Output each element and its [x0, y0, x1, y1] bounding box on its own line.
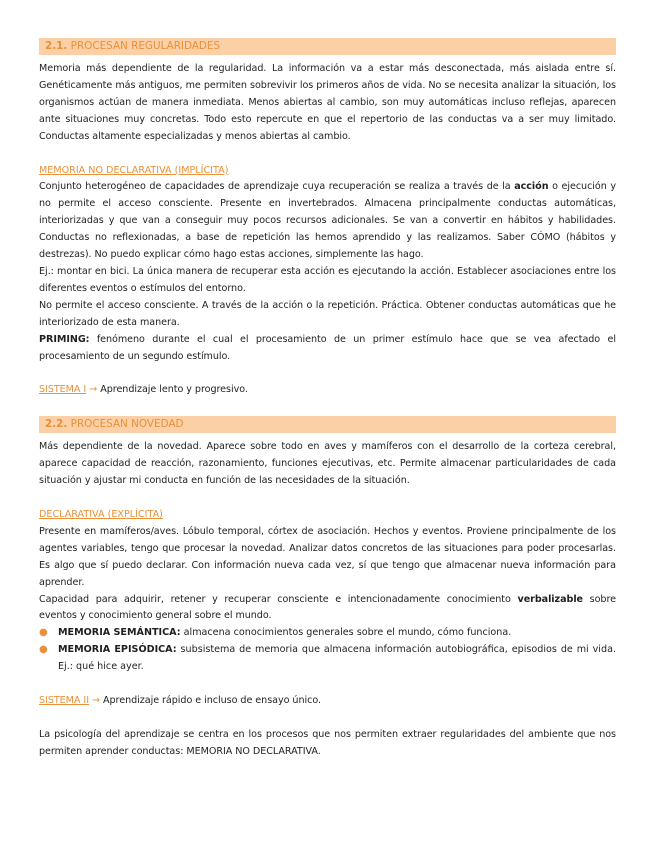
section-header-2-1 — [39, 38, 616, 55]
section-title: PROCESAN NOVEDAD — [70, 418, 184, 431]
sistema-2-line: SISTEMA II → Aprendizaje rápido e incluso de ensayo único. — [39, 695, 321, 707]
paragraph: Conjunto heterogéneo de capacidades de aprendizaje cuya recuperación se realiza a través de la acción o ejecución y no permite el acceso consciente. Presente en invertebrados. Almacena principalmente conductas automáticas, interiorizadas y que van a conseguir muy pocos recursos adicionales. Se van a convertir en hábitos y habilidades. Conductas no reflexionadas, a base de repetición las hemos aprendido y las realizamos. Saber CÓMO (hábitos y destrezas). No puedo explicar cómo hago estas acciones, simplemente las hago. — [39, 181, 616, 261]
sistema-1-line: SISTEMA I → Aprendizaje lento y progresivo. — [39, 384, 248, 396]
sistema-1-label: SISTEMA I — [39, 384, 87, 396]
arrow-icon: → — [88, 695, 103, 707]
section-number: 2.1. — [45, 40, 68, 52]
paragraph: Presente en mamíferos/aves. Lóbulo temporal, córtex de asociación. Hechos y eventos. Proviene principalmente de los agentes variables, tengo que procesar la novedad. Analizar datos concretos de las situaciones para poder procesarlas. Es algo que sí puedo declarar. Con información nueva cada vez, sí que tengo que almacenar nueva información para aprender. — [39, 525, 616, 588]
bullet-icon: ● — [39, 644, 48, 656]
paragraph: Memoria más dependiente de la regularidad. La información va a estar más desconectada, más aislada entre sí. Genéticamente más antiguos, me permiten sobrevivir los primeros años de vida. No se necesita analizar la situación, los organismos actúan de manera inmediata. Menos abiertas al cambio, son muy automáticas incluso reflejas, aparecen ante situaciones muy concretas. Todo esto repercute en que el repertorio de las conductas va a ser muy limitado. Conductas altamente especializadas y menos abiertas al cambio. — [39, 63, 616, 142]
subheading-declarativa: DECLARATIVA (EXPLÍCITA) — [39, 509, 163, 521]
paragraph: No permite el acceso consciente. A través de la acción o la repetición. Práctica. Obtener conductas automáticas que he interiorizado de esta manera. — [39, 299, 616, 328]
section-header-2-2 — [39, 416, 616, 433]
section-number: 2.2. — [45, 418, 68, 431]
memory-types-list — [39, 625, 616, 676]
paragraph: Ej.: montar en bici. La única manera de recuperar esta acción es ejecutando la acción. Establecer asociaciones entre los diferentes eventos o estímulos del entorno. — [39, 265, 616, 294]
closing-paragraph: La psicología del aprendizaje se centra en los procesos que nos permiten extraer regularidades del ambiente que nos permiten aprender conductas: MEMORIA NO DECLARATIVA. — [39, 729, 616, 757]
arrow-icon: → — [86, 384, 101, 396]
section-title: PROCESAN REGULARIDADES — [70, 40, 221, 52]
sistema-2-label: SISTEMA II — [39, 695, 89, 707]
priming-paragraph: PRIMING: fenómeno durante el cual el procesamiento de un primer estímulo hace que se vea afectado el procesamiento de un segundo estímulo. — [39, 333, 616, 362]
paragraph: Más dependiente de la novedad. Aparece sobre todo en aves y mamíferos con el desarrollo de la corteza cerebral, aparece capacidad de reacción, razonamiento, funciones ejecutivas, etc. Permite almacenar particularidades de cada situación y ajustar mi conducta en función de las necesidades de la situación. — [39, 441, 616, 487]
list-item: ● MEMORIA SEMÁNTICA: almacena conocimientos generales sobre el mundo, cómo funciona. — [39, 625, 616, 642]
paragraph: Capacidad para adquirir, retener y recuperar consciente e intencionadamente conocimiento verbalizable sobre eventos y conocimiento general sobre el mundo. — [39, 593, 617, 622]
bullet-icon: ● — [39, 627, 48, 639]
subheading-no-declarativa: MEMORIA NO DECLARATIVA (IMPLÍCITA) — [39, 164, 229, 176]
list-item: ● MEMORIA EPISÓDICA: subsistema de memoria que almacena información autobiográfica, episodios de mi vida. Ej.: qué hice ayer. — [39, 644, 616, 673]
